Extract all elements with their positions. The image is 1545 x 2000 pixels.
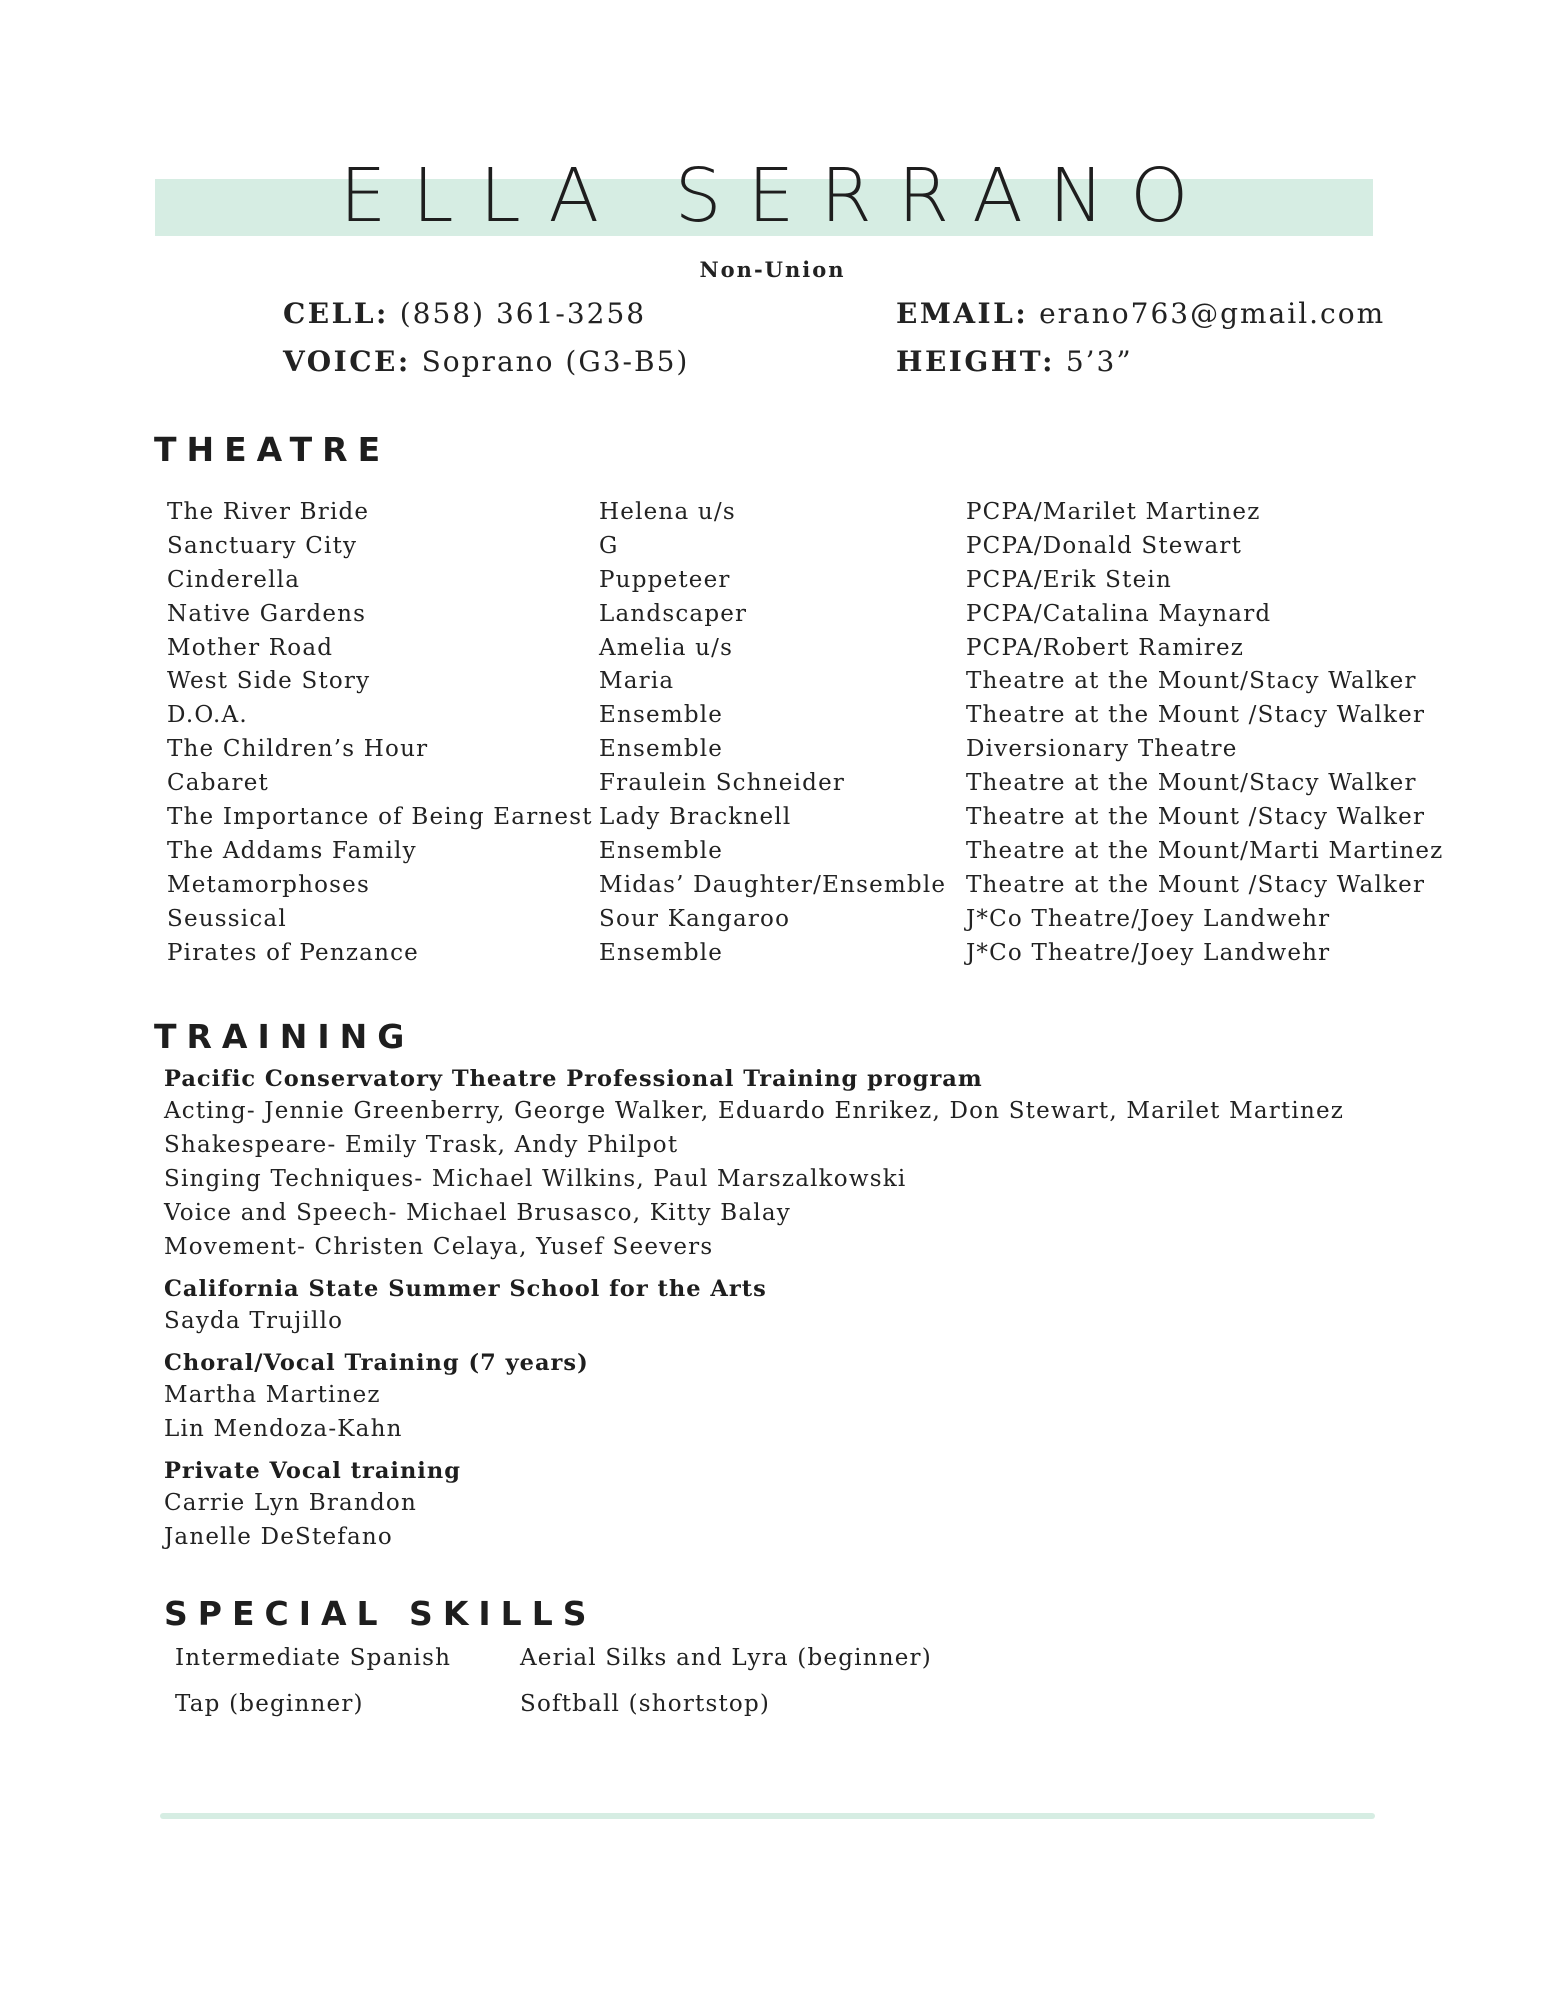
theatre-credit-row [167,736,1417,770]
company-director: PCPA/Robert Ramirez [966,634,1245,661]
training-section-title: TRAINING [154,1017,415,1056]
company-director: Theatre at the Mount /Stacy Walker [966,702,1426,729]
skill-item: Intermediate Spanish [175,1645,452,1671]
height-info [896,345,1133,378]
show-title: D.O.A. [167,702,248,729]
theatre-credit-row [167,837,1444,872]
company-director: J*Co Theatre/Joey Landwehr [966,905,1331,932]
candidate-name: ELLA SERRANO [339,153,1215,239]
training-list [164,1064,1414,1564]
skill-item: Tap (beginner) [175,1691,364,1717]
show-title: The Children’s Hour [167,736,429,763]
show-title: Metamorphoses [167,871,370,898]
theatre-credit-row [167,940,1417,974]
cell-contact [283,297,646,330]
skills-section-title: SPECIAL SKILLS [164,1594,597,1633]
theatre-credits-table [167,499,1444,973]
company-director: Theatre at the Mount /Stacy Walker [966,871,1426,898]
show-title: Cinderella [167,566,301,593]
role-name: G [599,532,619,559]
training-instructor-line: Janelle DeStefano [164,1524,393,1550]
role-name: Ensemble [599,702,724,729]
show-title: West Side Story [167,668,371,695]
show-title: Pirates of Penzance [167,939,419,966]
training-group [164,1274,1414,1338]
show-title: Mother Road [167,634,334,661]
theatre-credit-row [167,635,1417,669]
training-instructor-line: Lin Mendoza-Kahn [164,1416,403,1442]
company-director: Theatre at the Mount/Stacy Walker [966,770,1417,797]
show-title: Sanctuary City [167,532,358,559]
role-name: Ensemble [599,736,724,763]
company-director: J*Co Theatre/Joey Landwehr [966,939,1331,966]
company-director: Theatre at the Mount/Marti Martinez [966,837,1444,864]
email-contact [896,297,1385,330]
cell-label: CELL: [283,297,389,330]
training-group [164,1456,1414,1554]
training-instructor-line: Sayda Trujillo [164,1308,344,1334]
voice-value: Soprano (G3-B5) [421,345,690,378]
role-name: Ensemble [599,939,724,966]
role-name: Fraulein Schneider [599,770,846,797]
training-instructor-line: Singing Techniques- Michael Wilkins, Paul Marszalkowski [164,1166,907,1192]
skill-row [175,1645,1175,1691]
company-director: PCPA/Marilet Martinez [966,499,1261,525]
theatre-credit-row [167,601,1417,635]
training-group [164,1064,1414,1264]
role-name: Lady Bracknell [599,804,792,831]
theatre-credit-row [167,804,1426,838]
voice-info [283,345,689,378]
training-program-heading: California State Summer School for the Arts [164,1276,767,1302]
skill-item: Aerial Silks and Lyra (beginner) [520,1645,932,1671]
height-label: HEIGHT: [896,345,1055,378]
show-title: Cabaret [167,770,269,797]
theatre-credit-row [167,906,1417,940]
height-value: 5’3” [1065,345,1133,378]
training-program-heading: Pacific Conservatory Theatre Professional Training program [164,1066,983,1092]
union-status: Non-Union [699,257,846,282]
special-skills-list [175,1645,1175,1737]
theatre-credit-row [167,770,1417,804]
role-name: Midas’ Daughter/Ensemble [599,871,947,898]
cell-value: (858) 361-3258 [399,297,647,330]
show-title: Native Gardens [167,600,367,627]
role-name: Ensemble [599,837,724,864]
role-name: Helena u/s [599,499,736,525]
training-instructor-line: Martha Martinez [164,1382,381,1408]
company-director: Theatre at the Mount /Stacy Walker [966,804,1426,831]
show-title: The River Bride [167,499,370,525]
training-instructor-line: Acting- Jennie Greenberry, George Walker, Eduardo Enrikez, Don Stewart, Marilet Martinez [164,1098,1345,1124]
company-director: PCPA/Donald Stewart [966,532,1243,559]
theatre-credit-row [167,871,1426,906]
company-director: Diversionary Theatre [966,736,1238,763]
training-instructor-line: Voice and Speech- Michael Brusasco, Kitty Balay [164,1200,791,1226]
footer-divider [160,1813,1375,1819]
training-group [164,1348,1414,1446]
theatre-credit-row [167,499,1417,533]
role-name: Amelia u/s [599,634,734,661]
email-label: EMAIL: [896,297,1029,330]
email-value: erano763@gmail.com [1039,297,1386,330]
role-name: Puppeteer [599,566,731,593]
show-title: The Importance of Being Earnest [167,804,593,831]
role-name: Sour Kangaroo [599,905,791,932]
show-title: Seussical [167,905,287,932]
company-director: PCPA/Erik Stein [966,566,1172,593]
company-director: PCPA/Catalina Maynard [966,600,1272,627]
theatre-credit-row [167,702,1426,736]
skill-row [175,1691,1175,1737]
skill-item: Softball (shortstop) [520,1691,771,1717]
theatre-credit-row [167,533,1417,567]
training-program-heading: Private Vocal training [164,1458,461,1484]
theatre-credit-row [167,668,1417,702]
training-instructor-line: Carrie Lyn Brandon [164,1490,417,1516]
role-name: Maria [599,668,675,695]
training-program-heading: Choral/Vocal Training (7 years) [164,1350,589,1376]
theatre-credit-row [167,567,1417,601]
voice-label: VOICE: [283,345,411,378]
training-instructor-line: Movement- Christen Celaya, Yusef Seevers [164,1234,714,1260]
show-title: The Addams Family [167,837,417,864]
role-name: Landscaper [599,600,748,627]
company-director: Theatre at the Mount/Stacy Walker [966,668,1417,695]
theatre-section-title: THEATRE [154,430,391,469]
training-instructor-line: Shakespeare- Emily Trask, Andy Philpot [164,1132,679,1158]
